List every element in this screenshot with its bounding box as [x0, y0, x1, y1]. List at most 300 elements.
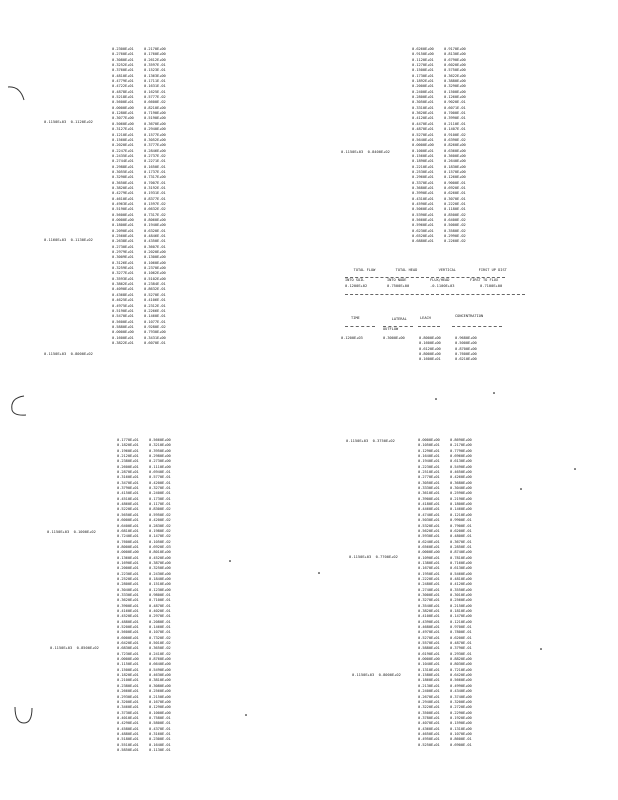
data-cell: 0.3950E+00 [149, 448, 171, 453]
data-cell: 0.1062E+00 [144, 271, 166, 276]
data-cell: 0.6560E+01 [418, 544, 440, 549]
data-cell: 0.2150E+00 [450, 603, 472, 608]
data-cell: 0.9100E-02 [444, 132, 466, 137]
data-cell: 0.2480E+01 [418, 582, 440, 587]
data-cell: 0.1290E+00 [149, 705, 171, 710]
data-cell: 0.3862E+01 [112, 282, 134, 287]
data-cell: 0.5950E-02 [149, 512, 171, 517]
data-cell: 0.2300E+01 [112, 47, 134, 51]
data-cell: 0.6400E+01 [117, 523, 139, 528]
data-cell: 0.3500E+01 [418, 710, 440, 715]
data-cell: 0.7007E-01 [144, 180, 166, 185]
data-cell: 0.3670E-01 [450, 539, 472, 544]
data-cell: 0.5930E+01 [418, 534, 440, 539]
data-cell: 0.1600E+01 [112, 335, 134, 340]
hole-punch-mark-top [6, 84, 26, 104]
data-cell: 0.4650E+00 [450, 470, 472, 475]
data-cell: 0.3810E+00 [149, 678, 171, 683]
data-cell: 0.9700E-01 [450, 625, 472, 630]
data-cell: 0.3220E+01 [418, 705, 440, 710]
data-cell: 0.1260E+00 [444, 175, 466, 180]
data-cell: 0.1460E+00 [450, 507, 472, 512]
data-cell: 0.6360E+00 [444, 148, 466, 153]
data-cell: 0.3870E+00 [149, 560, 171, 565]
data-cell: 0.4200E-02 [149, 518, 171, 523]
data-cell: 0.9020E-01 [444, 100, 466, 105]
data-cell: 0.3580E-02 [444, 228, 466, 233]
data-cell: 0.5060E+00 [112, 121, 134, 126]
data-cell: 0.1940E+00 [144, 223, 166, 228]
data-cell: 0.1360E+01 [117, 555, 139, 560]
data-cell: 0.2400E+01 [418, 689, 440, 694]
data-cell: 0.4800E-01 [450, 534, 472, 539]
table-cell: -0.1100E+03 [430, 284, 455, 288]
data-cell: 0.0000E+00 [112, 105, 134, 110]
hole-punch-mark-middle [4, 392, 30, 420]
table-rule [345, 277, 505, 278]
data-cell: 0.1500E+00 [444, 89, 466, 94]
data-cell: 0.6880E+01 [412, 239, 434, 244]
data-cell: 0.3780E+01 [418, 715, 440, 720]
header-line: OUTFLOW [383, 327, 399, 331]
data-cell: 0.3250E+00 [149, 566, 171, 571]
data-column-top-right [412, 47, 474, 245]
data-cell: 0.5220E+01 [117, 507, 139, 512]
data-cell: 0.1210E+00 [450, 512, 472, 517]
data-cell: 0.1407E-01 [444, 127, 466, 132]
data-cell: 0.7930E+00 [144, 330, 166, 335]
data-cell: 0.5600E+01 [112, 212, 134, 217]
data-cell: 0.8260E+00 [444, 143, 466, 148]
data-cell: 0.5880E+01 [418, 646, 440, 651]
data-cell: 0.5190E+00 [144, 116, 166, 121]
data-cell: 0.8060E+00 [144, 218, 166, 222]
scan-speck [318, 572, 320, 574]
data-cell: 0.4120E+00 [450, 582, 472, 587]
data-cell: 0.4520E+00 [149, 555, 171, 560]
data-cell: 0.2220E-01 [444, 201, 466, 206]
data-cell: 0.1597E-02 [144, 201, 166, 206]
data-cell: 0.5250E+01 [418, 742, 440, 747]
data-cell: 0.1600E+00 [419, 341, 441, 346]
data-cell: 0.5960E+01 [412, 223, 434, 228]
data-row [412, 239, 474, 244]
data-row [341, 357, 485, 362]
table-header [345, 263, 375, 293]
data-cell: 0.1950E+01 [418, 571, 440, 576]
data-cell: 0.4310E+01 [412, 196, 434, 201]
data-cell: 0.3000E+00 [383, 336, 405, 340]
data-cell: 0.3270E-01 [149, 486, 171, 491]
data-cell: 0.9800E-01 [149, 592, 171, 597]
data-cell: 0.5030E+01 [418, 518, 440, 523]
data-cell: 0.1260E+00 [444, 95, 466, 100]
data-cell: 0.5770E-01 [149, 475, 171, 480]
data-row [112, 341, 174, 346]
data-cell: 0.9170E+00 [444, 47, 466, 51]
data-cell: 0.1040E+01 [418, 662, 440, 667]
data-cell: 0.4650E+01 [418, 731, 440, 736]
data-cell: 0.4779E+01 [112, 79, 134, 84]
data-row [418, 743, 480, 748]
data-cell: 0.3200E+00 [450, 699, 472, 704]
data-cell: 0.3080E+00 [149, 683, 171, 688]
data-cell: 0.6600E-02 [144, 100, 166, 105]
data-cell: 0.3593E+01 [112, 276, 134, 281]
data-cell: 0.8000E+00 [419, 352, 441, 357]
data-cell: 0.4520E+01 [117, 614, 139, 619]
data-cell: 0.2600E+01 [117, 464, 139, 469]
data-cell: 0.6120E+00 [419, 346, 441, 351]
data-cell: 0.3760E+01 [112, 68, 134, 73]
data-cell: 0.1310E+00 [450, 726, 472, 731]
data-cell: 0.4390E+01 [418, 619, 440, 624]
data-cell: 0.1890E+01 [412, 159, 434, 164]
header-line: TOTAL HEAD [395, 268, 418, 272]
data-cell: 0.1170E-01 [149, 502, 171, 507]
data-cell: 0.3009E+01 [112, 255, 134, 260]
data-cell: 0.2380E+01 [117, 459, 139, 464]
data-cell: 0.3650E+01 [112, 180, 134, 185]
data-cell: 0.8760E+00 [149, 657, 171, 662]
header-line: FIRST UP DIST [478, 268, 507, 272]
data-cell: 0.5650E+01 [117, 512, 139, 517]
data-cell: 0.2384E-01 [144, 282, 166, 287]
data-cell: 0.4740E+01 [418, 512, 440, 517]
data-cell: 0.2110E-01 [444, 121, 466, 126]
data-cell: 0.3192E-01 [144, 185, 166, 190]
data-cell: 0.4360E+01 [418, 726, 440, 731]
data-cell: 0.3680E+01 [412, 185, 434, 190]
data-cell: 0.9150E+00 [412, 52, 434, 57]
scan-speck [245, 714, 247, 716]
header-line: TOTAL FLOW [353, 268, 376, 272]
data-cell: 0.1060E+00 [144, 260, 166, 265]
data-cell: 0.3310E+01 [412, 105, 434, 110]
data-cell: 0.1737E-01 [144, 169, 166, 174]
data-cell: 0.1960E+01 [117, 448, 139, 453]
data-cell: 0.4870E-01 [149, 603, 171, 608]
data-cell: 0.7800E-01 [450, 630, 472, 635]
data-cell: 0.2170E+00 [450, 443, 472, 448]
data-cell: 0.3055E+01 [112, 169, 134, 174]
data-cell: 0.1300E+00 [144, 255, 166, 260]
data-cell: 0.5102E+00 [144, 276, 166, 281]
data-cell: 0.3680E+00 [450, 480, 472, 485]
data-cell: 0.5320E+01 [418, 523, 440, 528]
data-cell: 0.2737E-02 [144, 153, 166, 158]
data-cell: 0.1625E-01 [144, 89, 166, 94]
data-cell: 0.2744E+01 [112, 159, 134, 164]
data-cell: 0.5390E+01 [412, 212, 434, 217]
data-cell: 0.3900E+01 [418, 496, 440, 501]
data-cell: 0.1050E+01 [418, 443, 440, 448]
data-cell: 0.1580E+01 [418, 673, 440, 678]
data-cell: 0.5460E+00 [450, 571, 472, 576]
data-cell: 0.1077E-01 [144, 319, 166, 324]
data-cell: 0.2370E+00 [144, 266, 166, 271]
data-cell: 0.1920E+00 [450, 715, 472, 720]
data-cell: 0.1810E+00 [450, 609, 472, 613]
data-cell: 0.6420E+00 [450, 673, 472, 678]
data-cell: 0.3740E+00 [450, 694, 472, 699]
data-cell: 0.2590E+00 [450, 491, 472, 496]
data-cell: 0.7210E+00 [450, 667, 472, 672]
data-cell: 0.1560E+01 [112, 137, 134, 142]
data-cell: 0.7600E+00 [455, 352, 477, 357]
data-cell: 0.4625E+01 [112, 298, 134, 303]
data-cell: 0.1500E+01 [117, 667, 139, 672]
data-cell: 0.8030E+00 [450, 662, 472, 667]
data-cell: 0.2980E+00 [149, 454, 171, 459]
data-cell: 0.4470E+01 [412, 121, 434, 126]
data-cell: 0.7240E+01 [117, 534, 139, 539]
data-cell: 0.1650E-01 [144, 164, 166, 169]
data-cell: 0.6632E-02 [144, 207, 166, 212]
block-label: 0.1150E+03 0.8400E+02 [341, 150, 390, 154]
data-cell: 0.1820E+01 [117, 673, 139, 678]
data-cell: 0.1000E+01 [412, 148, 434, 153]
data-column-top-left [112, 47, 174, 346]
data-cell: 0.3277E+01 [112, 271, 134, 276]
data-cell: 0.0000E+00 [412, 143, 434, 148]
data-cell: 0.4870E+01 [412, 127, 434, 132]
data-cell: 0.4090E+01 [112, 287, 134, 292]
data-cell: 0.6200E-01 [450, 635, 472, 640]
data-cell: 0.1380E+01 [418, 560, 440, 565]
scan-speck [520, 488, 522, 490]
data-cell: 0.5600E+01 [112, 100, 134, 105]
data-cell: 0.3290E+01 [112, 175, 134, 180]
table-rule [345, 326, 375, 327]
data-cell: 0.1892E+01 [412, 79, 434, 84]
data-cell: 0.2940E+00 [144, 127, 166, 132]
data-cell: 0.1210E+01 [112, 132, 134, 137]
table-header [470, 263, 507, 293]
data-cell: 0.5660E+01 [412, 218, 434, 222]
data-cell: 0.5800E-01 [149, 721, 171, 726]
data-cell: 0.3010E+00 [450, 592, 472, 597]
data-cell: 0.5570E+01 [418, 641, 440, 646]
data-cell: 0.7580E-01 [149, 715, 171, 720]
data-cell: 0.2770E+01 [418, 475, 440, 480]
block-label: 0.1150E+03 0.8500E+02 [50, 646, 99, 650]
data-cell: 0.3330E+01 [418, 486, 440, 491]
data-cell: 0.1363E+00 [144, 73, 166, 78]
data-cell: 0.1280E+01 [112, 111, 134, 116]
data-cell: 0.3050E+01 [418, 480, 440, 485]
data-cell: 0.6190E+01 [418, 651, 440, 656]
data-cell: 0.0000E+00 [112, 330, 134, 335]
data-cell: 0.3040E+00 [450, 486, 472, 491]
data-cell: 0.2260E-02 [444, 239, 466, 244]
data-cell: 0.3126E+01 [112, 260, 134, 265]
data-cell: 0.3160E+01 [117, 475, 139, 480]
data-cell: 0.8740E+00 [450, 550, 472, 555]
block-label: 0.1160E+03 0.1130E+02 [44, 238, 93, 242]
data-cell: 0.4200E-01 [149, 480, 171, 485]
data-cell: 0.5600E+01 [117, 630, 139, 635]
data-cell: 0.4975E+01 [112, 303, 134, 308]
data-cell: 0.4963E+01 [112, 201, 134, 206]
data-cell: 0.1460E-01 [149, 625, 171, 630]
data-cell: 0.4610E+01 [112, 196, 134, 201]
data-cell: 0.1830E+00 [444, 164, 466, 169]
data-cell: 0.3050E+01 [412, 100, 434, 105]
data-cell: 0.6920E-01 [444, 185, 466, 190]
data-cell: 0.5750E+00 [444, 68, 466, 73]
data-cell: 0.1690E+01 [117, 560, 139, 565]
data-cell: 0.4279E+01 [112, 191, 134, 196]
data-cell: 0.8130E+00 [444, 52, 466, 57]
data-cell: 0.2120E+01 [117, 454, 139, 459]
table-header: TIME [351, 316, 360, 320]
table-header: LEACH [420, 316, 431, 320]
data-cell: 0.6200E-01 [450, 528, 472, 533]
data-cell: 0.9680E+00 [455, 336, 477, 340]
data-cell: 0.6070E-01 [144, 340, 166, 345]
data-cell: 0.4846E-01 [144, 234, 166, 239]
data-cell: 0.5000E+00 [455, 341, 477, 346]
data-cell: 0.7100E-01 [149, 598, 171, 603]
block-label: 0.1150E+03 0.3750E+02 [346, 439, 395, 443]
data-cell: 0.6240E+01 [418, 539, 440, 544]
data-cell: 0.3160E-01 [149, 731, 171, 736]
data-cell: 0.2638E+01 [112, 239, 134, 244]
data-cell: 0.3550E+00 [450, 587, 472, 592]
data-cell: 0.3052E+00 [144, 137, 166, 142]
data-cell: 0.1210E+00 [450, 619, 472, 624]
data-cell: 0.2150E+00 [149, 694, 171, 699]
data-cell: 0.8000E+01 [117, 544, 139, 549]
data-cell: 0.2510E+01 [418, 470, 440, 475]
data-cell: 0.4460E+01 [418, 507, 440, 512]
data-cell: 0.3040E+01 [117, 587, 139, 592]
data-cell: 0.1980E-02 [149, 528, 171, 533]
data-cell: 0.1640E-01 [149, 742, 171, 747]
data-cell: 0.8600E-01 [450, 737, 472, 742]
data-cell: 0.2760E+01 [112, 52, 134, 57]
data-cell: 0.2988E+01 [112, 164, 134, 169]
data-cell: 0.1310E+01 [418, 667, 440, 672]
data-cell: 0.0000E+00 [112, 218, 134, 222]
data-cell: 0.0000E+00 [418, 438, 440, 442]
data-cell: 0.2740E+01 [418, 587, 440, 592]
data-cell: 0.1600E+01 [419, 357, 441, 362]
data-cell: 0.6020E+00 [444, 63, 466, 68]
data-cell: 0.4370E-01 [149, 726, 171, 731]
data-cell: 0.7317E-02 [144, 212, 166, 217]
data-cell: 0.5490E+00 [450, 464, 472, 469]
data-cell: 0.2190E+00 [450, 496, 472, 501]
data-cell: 0.3622E+00 [444, 73, 466, 78]
data-cell: 0.8010E+00 [149, 550, 171, 555]
data-cell: 0.3790E+01 [117, 486, 139, 491]
data-cell: 0.6900E-01 [450, 742, 472, 747]
data-cell: 0.6320E-01 [144, 228, 166, 233]
data-cell: 0.2380E+01 [117, 683, 139, 688]
data-cell: 0.7230E+01 [117, 651, 139, 656]
data-cell: 0.2660E+01 [117, 689, 139, 694]
data-cell: 0.2271E-01 [144, 159, 166, 164]
data-cell: 0.1820E+01 [117, 443, 139, 448]
data-cell: 0.3077E+00 [112, 116, 134, 121]
data-cell: 0.6000E+01 [117, 635, 139, 640]
data-cell: 0.1510E+00 [149, 582, 171, 587]
data-cell: 0.0000E+00 [418, 657, 440, 662]
data-cell: 0.2312E-01 [144, 303, 166, 308]
data-cell: 0.3650E-02 [149, 646, 171, 651]
data-cell: 0.3210E+00 [149, 443, 171, 448]
data-cell: 0.1800E+01 [112, 223, 134, 228]
header-line: VERTICAL [438, 268, 456, 272]
data-cell: 0.4810E+01 [112, 73, 134, 78]
data-cell: 0.4590E+01 [412, 201, 434, 206]
data-cell: 0.2930E-01 [450, 651, 472, 656]
data-cell: 0.4020E-01 [149, 609, 171, 613]
data-cell: 0.4878E+01 [112, 89, 134, 94]
data-cell: 0.7190E+00 [144, 111, 166, 116]
data-cell: 0.6940E-01 [149, 470, 171, 475]
data-cell: 0.4860E+01 [117, 502, 139, 507]
data-cell: 0.3820E+01 [112, 185, 134, 190]
data-cell: 0.4880E+01 [117, 619, 139, 624]
data-cell: 0.5270E+01 [412, 132, 434, 137]
data-cell: 0.4580E+01 [117, 726, 139, 731]
block-label: 0.1150E+03 0.1120E+02 [44, 120, 93, 124]
data-cell: 0.2960E+01 [412, 175, 434, 180]
data-cell: 0.3330E+01 [117, 592, 139, 597]
scan-speck [540, 648, 542, 650]
data-row [117, 748, 179, 753]
data-cell: 0.1560E+01 [412, 153, 434, 158]
header-line: INTO SOIL [345, 278, 365, 282]
data-cell: 0.6420E+01 [117, 641, 139, 646]
data-cell: 0.2850E-01 [450, 544, 472, 549]
data-cell: 0.3252E+01 [112, 63, 134, 68]
data-cell: 0.3670E+00 [144, 121, 166, 126]
data-cell: 0.6210E+00 [455, 357, 477, 362]
data-cell: 0.8210E+00 [144, 105, 166, 110]
header-line: FLUX/HEAD [430, 278, 450, 282]
data-cell: 0.1931E-01 [144, 191, 166, 196]
data-cell: 0.2000E+01 [117, 566, 139, 571]
data-cell: 0.3620E+01 [117, 598, 139, 603]
data-cell: 0.1770E+01 [117, 438, 139, 442]
data-cell: 0.3620E+01 [412, 111, 434, 116]
data-cell: 0.2520E+01 [117, 576, 139, 581]
data-cell: 0.6400E-02 [444, 218, 466, 222]
data-cell: 0.3259E+01 [112, 266, 134, 271]
scan-speck [574, 468, 576, 470]
block-label: 0.1150E+03 0.8000E+02 [352, 673, 401, 677]
data-cell: 0.1760E+00 [144, 52, 166, 57]
data-cell: 0.8500E-02 [444, 212, 466, 217]
data-cell: 0.8700E+00 [455, 346, 477, 351]
data-cell: 0.3610E+01 [418, 491, 440, 496]
data-cell: 0.3990E-01 [444, 116, 466, 121]
data-cell: 0.3820E+01 [418, 609, 440, 613]
table-cell: 0.1200E+02 [345, 284, 368, 288]
data-cell: 0.0000E+00 [117, 550, 139, 555]
data-cell: 0.3431E+00 [144, 335, 166, 340]
table-cell: 0.7500E+00 [387, 284, 410, 288]
data-cell: 0.2247E+01 [112, 148, 134, 153]
data-cell: 0.9000E-01 [444, 180, 466, 185]
data-cell: 0.5060E+01 [412, 207, 434, 212]
data-cell: 0.7320E-02 [149, 635, 171, 640]
data-cell: 0.6920E-03 [149, 544, 171, 549]
